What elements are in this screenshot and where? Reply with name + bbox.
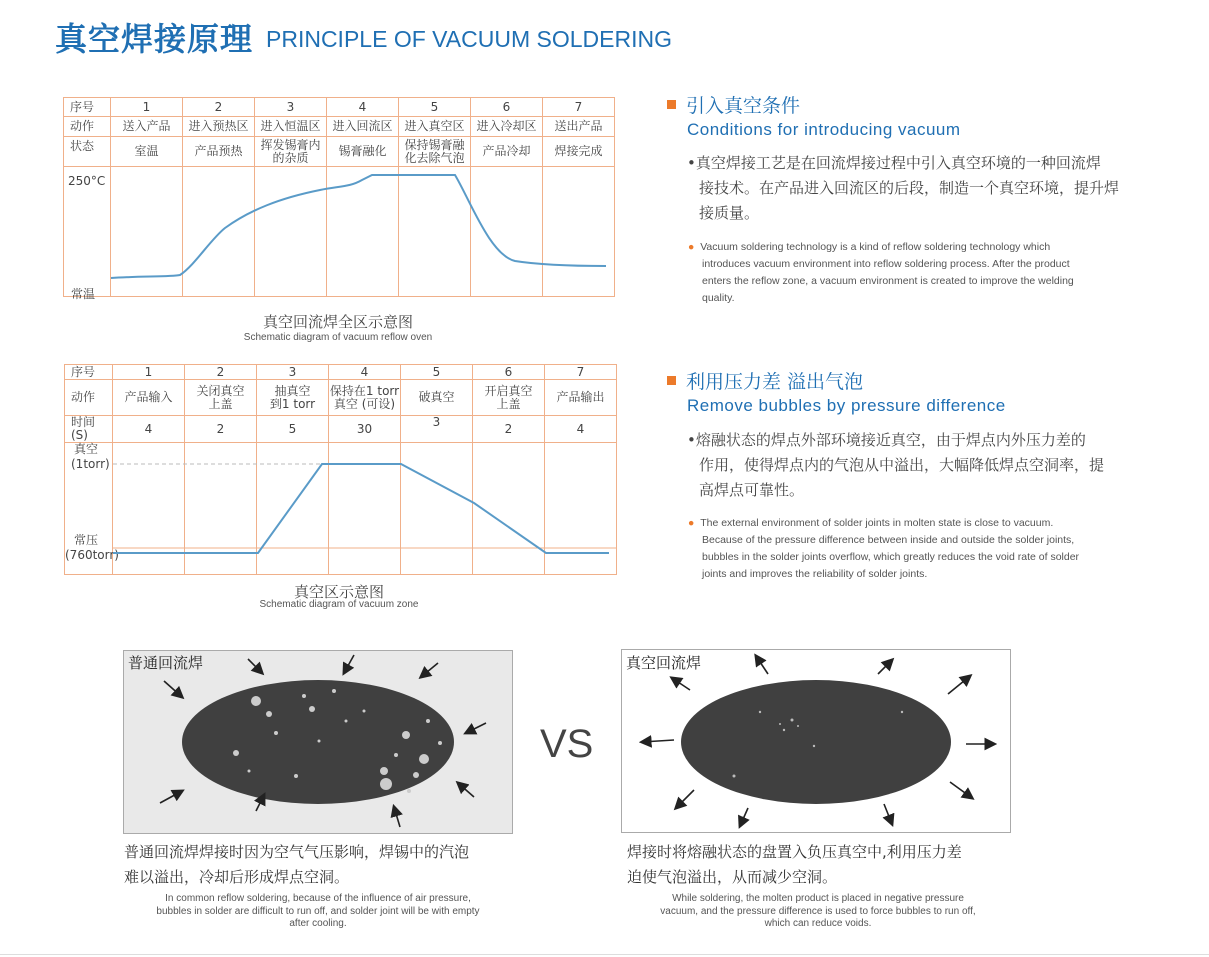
footer-divider <box>0 954 1209 955</box>
vacuum-caption: 真空区示意图 <box>293 583 384 601</box>
zone-number: 3 <box>255 98 327 117</box>
zone-state: 锡膏融化 <box>327 137 399 167</box>
zone-number: 5 <box>399 98 471 117</box>
zone-state: 产品预热 <box>183 137 255 167</box>
oven-caption: 真空回流焊全区示意图 <box>262 313 413 331</box>
normal-reflow-desc-en: In common reflow soldering, because of the influence of air pressure, bubbles in solder are difficult to run off, and solder joint will be with empty after cooling. <box>156 893 480 929</box>
zone-action: 进入恒温区 <box>255 117 327 137</box>
step-action: 产品输入 <box>113 380 185 416</box>
zone-number: 2 <box>183 98 255 117</box>
page-title: 真空焊接原理 <box>55 20 254 58</box>
normal-reflow-panel <box>123 650 513 834</box>
bullet-square-icon <box>667 376 676 385</box>
step-time: 5 <box>257 416 329 443</box>
step-number: 3 <box>257 365 329 380</box>
section-title-en: Conditions for introducing vacuum <box>687 120 961 139</box>
zone-number: 7 <box>543 98 615 117</box>
row-header: 序号 <box>65 365 113 380</box>
zone-action: 进入预热区 <box>183 117 255 137</box>
bullet-dot-icon: ● <box>688 517 695 529</box>
zone-number: 1 <box>111 98 183 117</box>
zone-action: 进入回流区 <box>327 117 399 137</box>
zone-state: 焊接完成 <box>543 137 615 167</box>
pressure-curve <box>0 0 620 570</box>
row-header: 状态 <box>64 137 111 167</box>
page-title-en: PRINCIPLE OF VACUUM SOLDERING <box>266 26 672 52</box>
zone-state: 产品冷却 <box>471 137 543 167</box>
normal-reflow-desc: 普通回流焊焊接时因为空气气压影响，焊锡中的汽泡 难以溢出，冷却后形成焊点空洞。 <box>124 843 470 886</box>
step-time: 30 <box>329 416 401 443</box>
step-number: 5 <box>401 365 473 380</box>
zone-action: 进入真空区 <box>399 117 471 137</box>
step-number: 7 <box>545 365 617 380</box>
step-action: 抽真空 到1 torr <box>257 380 329 416</box>
section-body-en: ● The external environment of solder joints in molten state is close to vacuum. Because of the pressure difference between inside and outside the solder joints, bubbles in the solder joints overflow, which greatly reduces the void rate of solder joints and improves the reliability of solder joints. <box>688 517 1080 580</box>
vacuum-reflow-desc-en: While soldering, the molten product is placed in negative pressure vacuum, and the pressure difference is used to force bubbles to run off, which can reduce voids. <box>660 893 976 929</box>
row-header: 动作 <box>64 117 111 137</box>
vs-label: VS <box>540 722 594 766</box>
step-time: 2 <box>473 416 545 443</box>
step-action: 开启真空 上盖 <box>473 380 545 416</box>
step-time: 2 <box>185 416 257 443</box>
step-action: 产品输出 <box>545 380 617 416</box>
bubble-escape-diagram <box>622 650 1010 832</box>
bubble-ellipse-diagram <box>124 651 512 833</box>
zone-state: 挥发锡膏内 的杂质 <box>255 137 327 167</box>
section-body: •熔融状态的焊点外部环境接近真空，由于焊点内外压力差的 作用，使得焊点内的气泡从中溢出，大幅降低焊点空洞率，提 高焊点可靠性。 <box>687 431 1105 499</box>
vacuum-reflow-desc: 焊接时将熔融状态的盘置入负压真空中,利用压力差 迫使气泡溢出，从而减少空洞。 <box>627 843 962 886</box>
zone-action: 进入冷却区 <box>471 117 543 137</box>
zone-number: 6 <box>471 98 543 117</box>
step-number: 6 <box>473 365 545 380</box>
y-axis-bottom-label: 常压 (760torr) <box>65 533 119 562</box>
section-title: 引入真空条件 <box>667 91 800 118</box>
row-header: 序号 <box>64 98 111 117</box>
vacuum-reflow-panel <box>621 649 1011 833</box>
step-action: 关闭真空 上盖 <box>185 380 257 416</box>
step-number: 1 <box>113 365 185 380</box>
step-number: 4 <box>329 365 401 380</box>
step-time: 3 <box>401 416 473 443</box>
vacuum-reflow-label: 真空回流焊 <box>626 654 702 672</box>
step-action: 破真空 <box>401 380 473 416</box>
zone-number: 4 <box>327 98 399 117</box>
y-axis-bottom-label: 常温 <box>71 287 96 301</box>
zone-state: 室温 <box>111 137 183 167</box>
normal-reflow-label: 普通回流焊 <box>128 654 204 672</box>
section-title-en: Remove bubbles by pressure difference <box>687 396 1006 415</box>
step-action: 保持在1 torr 真空 (可设) <box>329 380 401 416</box>
section-body-en: ● Vacuum soldering technology is a kind of reflow soldering technology which introduces vacuum environment into reflow soldering process. After the product enters the reflow zone, a vacuum environment is created to improve the welding quality. <box>688 241 1074 304</box>
section-body: •真空焊接工艺是在回流焊接过程中引入真空环境的一种回流焊 接技术。在产品进入回流区的后段，制造一个真空环境，提升焊 接质量。 <box>687 154 1120 222</box>
zone-state: 保持锡膏融 化去除气泡 <box>399 137 471 167</box>
zone-action: 送入产品 <box>111 117 183 137</box>
step-time: 4 <box>113 416 185 443</box>
y-axis-top-label: 真空 (1torr) <box>71 442 110 471</box>
y-axis-top-label: 250°C <box>68 174 106 188</box>
step-number: 2 <box>185 365 257 380</box>
bullet-dot-icon: ● <box>688 241 695 253</box>
step-time: 4 <box>545 416 617 443</box>
oven-caption-en: Schematic diagram of vacuum reflow oven <box>243 332 433 343</box>
row-header: 时间 (S) <box>65 416 113 443</box>
vacuum-caption-en: Schematic diagram of vacuum zone <box>259 599 419 610</box>
zone-action: 送出产品 <box>543 117 615 137</box>
section-title: 利用压力差 溢出气泡 <box>667 367 863 394</box>
row-header: 动作 <box>65 380 113 416</box>
bullet-square-icon <box>667 100 676 109</box>
